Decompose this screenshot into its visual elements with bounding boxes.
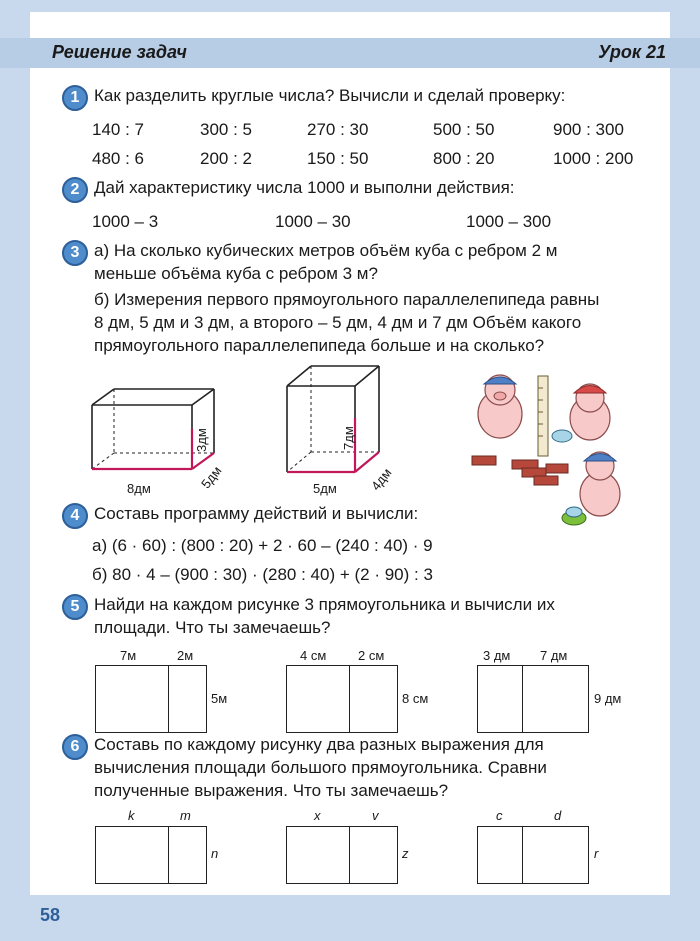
task-3-number: 3 <box>62 240 88 266</box>
task-6-fig2-h: z <box>402 846 409 861</box>
task-5-fig3-a: 3 дм <box>483 648 511 663</box>
task-1-expr: 800 : 20 <box>433 149 495 168</box>
task-1-text: Как разделить круглые числа? Вычисли и сделай проверку: <box>94 86 566 105</box>
task-5-number: 5 <box>62 594 88 620</box>
task-6-fig3-a: c <box>496 808 503 823</box>
task-1-expr: 300 : 5 <box>200 120 252 139</box>
task-6-line: Составь по каждому рисунку два разных выражения для <box>94 735 544 754</box>
task-5-fig1-a: 7м <box>120 648 137 663</box>
page-number: 58 <box>40 905 61 925</box>
task-5-fig3-h: 9 дм <box>594 691 622 706</box>
task-3b-line: 8 дм, 5 дм и 3 дм, а второго – 5 дм, 4 дм и 7 дм Объём какого <box>94 313 582 332</box>
task-5-figure-2 <box>286 665 398 733</box>
task-3a-line: а) На сколько кубических метров объём куба с ребром 2 м <box>94 241 558 260</box>
divider <box>522 666 523 732</box>
task-6-fig1-a: k <box>128 808 135 823</box>
task-5-fig2-a: 4 см <box>300 648 327 663</box>
pigs-illustration <box>462 368 642 538</box>
box-1-height-label: 3дм <box>194 428 209 452</box>
task-5-line: площади. Что ты замечаешь? <box>94 618 331 637</box>
divider <box>522 827 523 883</box>
task-4b-expr: б) 80 · 4 – (900 : 30) · (280 : 40) + (2 · 90) : 3 <box>92 565 433 584</box>
task-4a-expr: а) (6 · 60) : (800 : 20) + 2 · 60 – (240 : 40) · 9 <box>92 536 433 555</box>
task-1-expr: 140 : 7 <box>92 120 144 139</box>
task-6-fig3-b: d <box>554 808 562 823</box>
task-1-number: 1 <box>62 85 88 111</box>
bottom-band <box>0 895 700 941</box>
task-1-expr: 1000 : 200 <box>553 149 634 168</box>
task-1-expr: 270 : 30 <box>307 120 369 139</box>
task-6-number: 6 <box>62 734 88 760</box>
task-6-figure-2 <box>286 826 398 884</box>
divider <box>168 827 169 883</box>
header-title: Решение задач <box>52 42 187 62</box>
box-1-length-label: 8дм <box>127 481 151 496</box>
task-4-text: Составь программу действий и вычисли: <box>94 504 419 523</box>
task-6-figure-3 <box>477 826 589 884</box>
task-3a-line: меньше объёма куба с ребром 3 м? <box>94 264 378 283</box>
box-2-length-label: 5дм <box>313 481 337 496</box>
divider <box>349 827 350 883</box>
task-5-fig1-b: 2м <box>177 648 194 663</box>
task-5-figure-3 <box>477 665 589 733</box>
task-6-fig1-h: n <box>211 846 219 861</box>
task-3b-line: б) Измерения первого прямоугольного параллелепипеда равны <box>94 290 600 309</box>
divider <box>349 666 350 732</box>
divider <box>168 666 169 732</box>
task-6-fig3-h: r <box>594 846 599 861</box>
task-1-expr: 150 : 50 <box>307 149 369 168</box>
lesson-header <box>0 38 700 68</box>
task-6-line: полученные выражения. Что ты замечаешь? <box>94 781 449 800</box>
box-1-width-label: 5дм <box>198 463 225 492</box>
task-2-expr: 1000 – 300 <box>466 212 552 231</box>
task-3b-line: прямоугольного параллелепипеда больше и на сколько? <box>94 336 545 355</box>
task-6-figure-1 <box>95 826 207 884</box>
task-2-expr: 1000 – 3 <box>92 212 159 231</box>
task-1-expr: 500 : 50 <box>433 120 495 139</box>
task-6-fig2-b: v <box>372 808 379 823</box>
parallelepiped-2 <box>283 362 393 487</box>
task-5-fig2-h: 8 см <box>402 691 429 706</box>
task-5-fig2-b: 2 см <box>358 648 385 663</box>
task-5-figure-1 <box>95 665 207 733</box>
task-5-line: Найди на каждом рисунке 3 прямоугольника и вычисли их <box>94 595 555 614</box>
task-1-expr: 900 : 300 <box>553 120 624 139</box>
task-6-line: вычисления площади большого прямоугольника. Сравни <box>94 758 547 777</box>
task-6-fig2-a: x <box>314 808 321 823</box>
box-2-height-label: 7дм <box>341 426 356 450</box>
task-1-expr: 480 : 6 <box>92 149 144 168</box>
task-5-fig3-b: 7 дм <box>540 648 568 663</box>
task-5-fig1-h: 5м <box>211 691 228 706</box>
task-6-fig1-b: m <box>180 808 191 823</box>
task-1-expr: 200 : 2 <box>200 149 252 168</box>
task-2-expr: 1000 – 30 <box>275 212 351 231</box>
task-2-text: Дай характеристику числа 1000 и выполни действия: <box>94 178 515 197</box>
task-2-number: 2 <box>62 177 88 203</box>
box-2-width-label: 4дм <box>368 465 395 494</box>
task-4-number: 4 <box>62 503 88 529</box>
header-lesson: Урок 21 <box>598 42 666 62</box>
